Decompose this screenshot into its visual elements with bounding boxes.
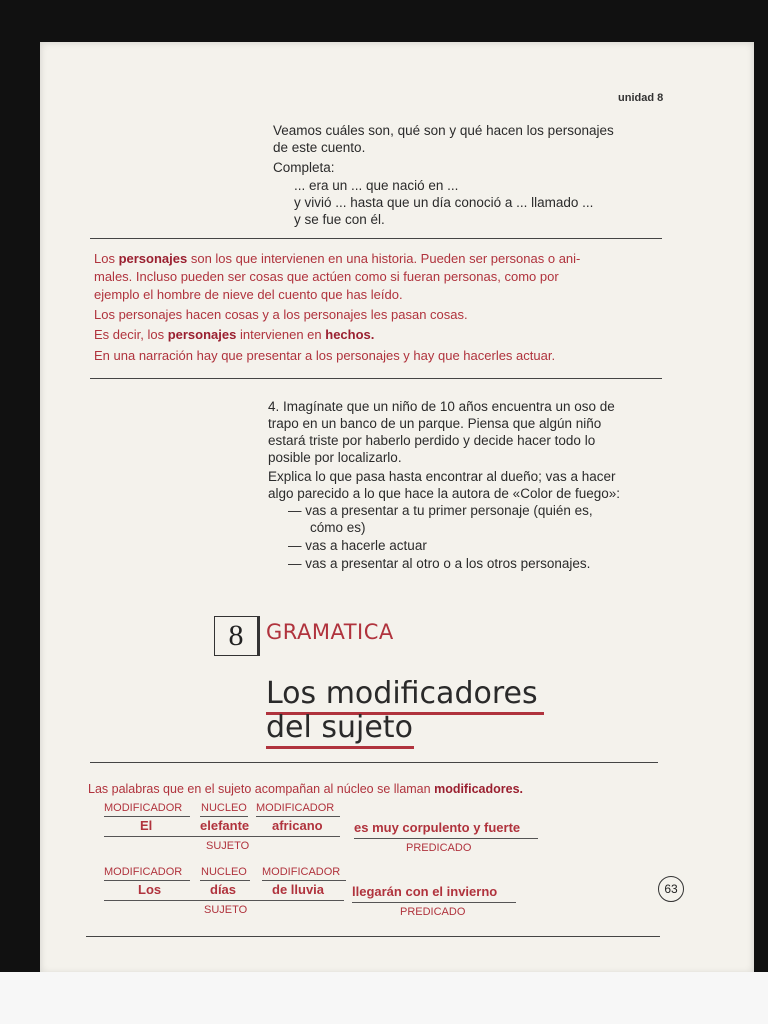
ex1-line-mod2 xyxy=(256,816,340,817)
ex2-word-1: Los xyxy=(138,882,162,897)
ex2-line-predicate xyxy=(352,902,516,903)
ex2-label-modifier-1: MODIFICADOR xyxy=(104,866,183,878)
ex2-line-mod1 xyxy=(104,880,190,881)
ex1-word-3: africano xyxy=(272,818,323,833)
ex1-subject-label: SUJETO xyxy=(206,840,250,852)
scan-margin xyxy=(0,972,768,1024)
ex1-word-2: elefante xyxy=(200,818,250,833)
ex1-word-1: El xyxy=(140,818,153,833)
exercise-line-3: estará triste por haberlo perdido y decide hacer todo lo xyxy=(268,433,596,448)
book-page xyxy=(40,42,754,974)
exercise-line-6: algo parecido a lo que hace la autora de «Color de fuego»: xyxy=(268,486,621,501)
ex2-label-nucleus: NUCLEO xyxy=(201,866,247,878)
bold-term: personajes xyxy=(167,327,237,342)
section-number: 8 xyxy=(214,616,258,656)
ex1-predicate: es muy corpulento y fuerte xyxy=(354,820,521,835)
bullet-1: — vas a presentar a tu primer personaje (quién es, xyxy=(288,503,593,518)
ex2-line-mod2 xyxy=(262,880,346,881)
ex2-line-subject xyxy=(104,900,344,901)
ex1-label-modifier-2: MODIFICADOR xyxy=(256,802,335,814)
ex2-predicate-label: PREDICADO xyxy=(400,906,466,918)
text: Las palabras que en el sujeto acompañan al núcleo se llaman xyxy=(88,782,435,796)
bold-term: hechos. xyxy=(325,327,375,342)
ex1-line-subject xyxy=(104,836,340,837)
ex1-line-predicate xyxy=(354,838,538,839)
exercise-line-2: trapo en un banco de un parque. Piensa que algún niño xyxy=(268,416,602,431)
box-paragraph-1-line-2: males. Incluso pueden ser cosas que actúen como si fueran personas, como por xyxy=(94,269,559,284)
intro-line-2: de este cuento. xyxy=(273,140,366,155)
bullet-1-cont: cómo es) xyxy=(310,520,366,535)
box-paragraph-3 xyxy=(94,326,374,344)
box-bottom-rule xyxy=(90,378,662,379)
intro-line-1: Veamos cuáles son, qué son y qué hacen los personajes xyxy=(273,123,614,138)
fill-line-2: y vivió ... hasta que un día conoció a ... llamado ... xyxy=(294,195,594,210)
ex1-line-mod1 xyxy=(104,816,190,817)
grammar-top-rule xyxy=(90,762,658,763)
exercise-line-1: 4. Imagínate que un niño de 10 años encuentra un oso de xyxy=(268,399,615,414)
text: Es decir, los xyxy=(94,327,168,342)
box-paragraph-1-line-3: ejemplo el hombre de nieve del cuento que has leído. xyxy=(94,287,403,302)
text: intervienen en xyxy=(236,327,326,342)
bold-term: modificadores. xyxy=(434,782,523,796)
ex1-label-nucleus: NUCLEO xyxy=(201,802,247,814)
fill-line-3: y se fue con él. xyxy=(294,212,385,227)
ex1-predicate-label: PREDICADO xyxy=(406,842,472,854)
bullet-2: — vas a hacerle actuar xyxy=(288,538,427,553)
section-divider xyxy=(258,616,260,656)
ex2-word-2: días xyxy=(210,882,237,897)
unit-label: unidad 8 xyxy=(618,92,664,104)
ex2-word-3: de lluvia xyxy=(272,882,325,897)
ex2-subject-label: SUJETO xyxy=(204,904,248,916)
bold-term: personajes xyxy=(118,251,188,266)
ex1-line-nucleus xyxy=(200,816,248,817)
completa-label: Completa: xyxy=(273,160,335,175)
exercise-line-5: Explica lo que pasa hasta encontrar al dueño; vas a hacer xyxy=(268,469,616,484)
exercise-line-4: posible por localizarlo. xyxy=(268,450,402,465)
grammar-definition xyxy=(88,780,523,798)
bottom-rule xyxy=(86,936,660,937)
bullet-3: — vas a presentar al otro o a los otros personajes. xyxy=(288,556,591,571)
title-line-1: Los modificadores xyxy=(266,676,538,711)
ex2-predicate: llegarán con el invierno xyxy=(352,884,498,899)
box-top-rule xyxy=(90,238,662,239)
ex2-line-nucleus xyxy=(200,880,250,881)
ex1-label-modifier-1: MODIFICADOR xyxy=(104,802,183,814)
box-paragraph-4: En una narración hay que presentar a los personajes y hay que hacerles actuar. xyxy=(94,348,556,363)
title-line-2: del sujeto xyxy=(266,710,413,745)
box-paragraph-2: Los personajes hacen cosas y a los personajes les pasan cosas. xyxy=(94,307,468,322)
box-paragraph-1 xyxy=(94,250,664,268)
title-underline-2 xyxy=(266,746,414,749)
ex2-label-modifier-2: MODIFICADOR xyxy=(262,866,341,878)
page-number: 63 xyxy=(658,876,684,902)
section-name: GRAMATICA xyxy=(266,620,394,644)
text: Los xyxy=(94,251,119,266)
fill-line-1: ... era un ... que nació en ... xyxy=(294,178,459,193)
text: son los que intervienen en una historia. Pueden ser personas o ani- xyxy=(187,251,581,266)
